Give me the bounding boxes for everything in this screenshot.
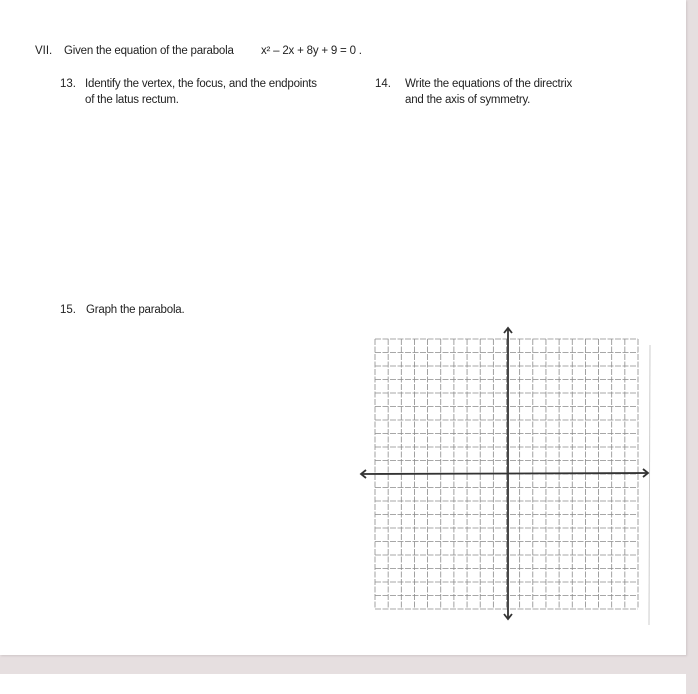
x-axis: [361, 473, 648, 474]
page-edge-line: [649, 345, 650, 625]
question-13-number: 13.: [60, 78, 76, 90]
next-page: [0, 674, 686, 694]
section-numeral: VII.: [35, 45, 53, 57]
question-14-line1: Write the equations of the directrix: [405, 78, 573, 90]
question-13-line2: of the latus rectum.: [85, 94, 179, 106]
question-13-line1: Identify the vertex, the focus, and the endpoints: [85, 78, 317, 90]
question-14-number: 14.: [375, 78, 391, 90]
parabola-equation: x² – 2x + 8y + 9 = 0 .: [261, 45, 362, 57]
question-15-number: 15.: [60, 304, 76, 316]
question-14-line2: and the axis of symmetry.: [405, 94, 531, 106]
question-15-line1: Graph the parabola.: [86, 304, 185, 316]
section-prompt: Given the equation of the parabola: [64, 45, 234, 57]
axes: [361, 328, 648, 619]
